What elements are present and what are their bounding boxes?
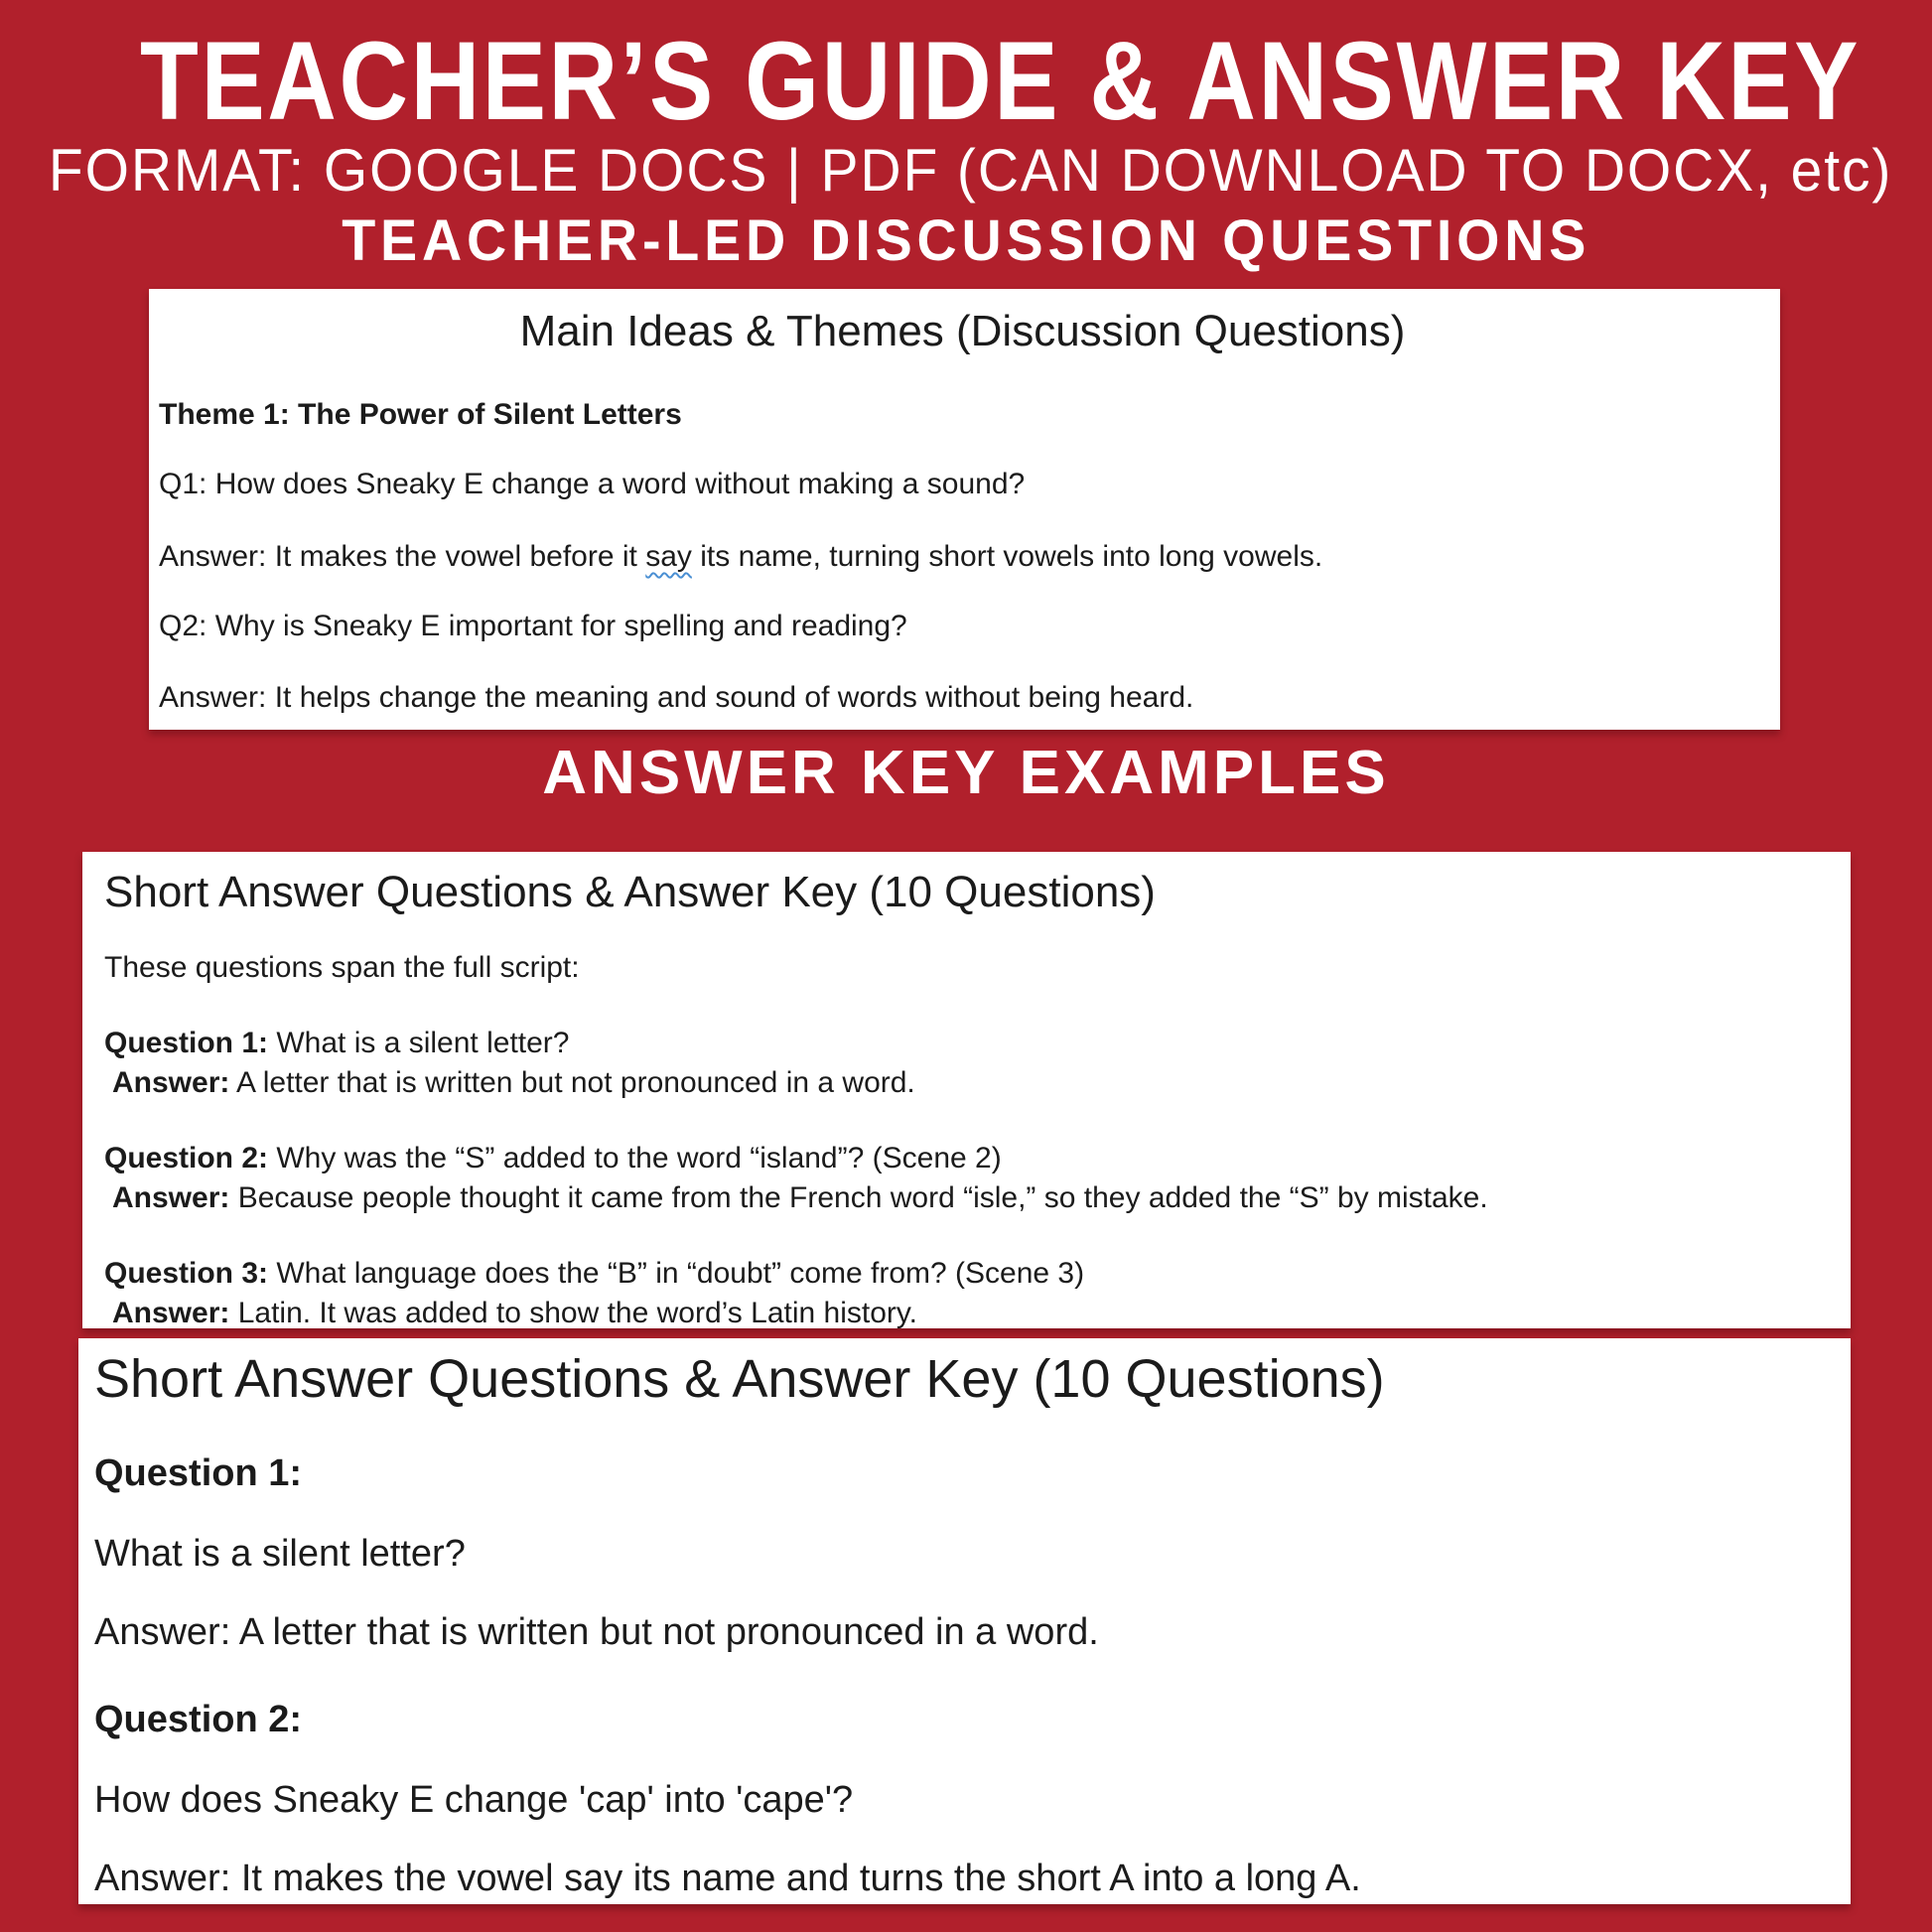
- discussion-q2: Q2: Why is Sneaky E important for spelling and reading?: [159, 610, 907, 642]
- doc1-answer-1: [104, 1063, 1835, 1103]
- doc1-answer-1-text: A letter that is written but not pronounced in a word.: [229, 1066, 915, 1099]
- doc1-answer-2: [104, 1178, 1835, 1218]
- doc1-answer-2-text: Because people thought it came from the French word “isle,” so they added the “S” by mistake.: [229, 1181, 1488, 1214]
- discussion-a1-post: its name, turning short vowels into long vowels.: [691, 540, 1323, 573]
- discussion-q1: Q1: How does Sneaky E change a word without making a sound?: [159, 468, 1026, 500]
- doc1-question-2-text: Why was the “S” added to the word “island”? (Scene 2): [268, 1142, 1002, 1174]
- doc2-question-2-label: Question 2:: [94, 1699, 303, 1740]
- header: [0, 0, 1932, 273]
- doc1-answer-3-label: Answer:: [112, 1297, 230, 1328]
- discussion-doc-screenshot: [149, 289, 1780, 730]
- short-answer-doc1-title: Short Answer Questions & Answer Key (10 Questions): [104, 868, 1156, 916]
- doc1-question-2: [104, 1139, 1835, 1178]
- spellcheck-squiggle-words: word’s: [656, 1297, 743, 1328]
- section-heading-discussion-text: TEACHER-LED DISCUSSION QUESTIONS: [341, 208, 1591, 273]
- discussion-doc-title: Main Ideas & Themes (Discussion Questions): [519, 307, 1406, 355]
- spellcheck-squiggle-word: say: [645, 540, 692, 573]
- doc1-question-1-label: Question 1:: [104, 1027, 269, 1059]
- doc2-question-1-label: Question 1:: [94, 1452, 303, 1494]
- doc2-answer-1: Answer: A letter that is written but not pronounced in a word.: [94, 1611, 1099, 1653]
- doc1-answer-3: [104, 1294, 1835, 1328]
- doc2-question-1-text: What is a silent letter?: [94, 1533, 466, 1575]
- doc2-answer-2: Answer: It makes the vowel say its name and turns the short A into a long A.: [94, 1858, 1361, 1899]
- format-subtitle-text: FORMAT: GOOGLE DOCS | PDF (CAN DOWNLOAD TO DOCX, etc): [48, 137, 1893, 204]
- short-answer-doc1-intro: These questions span the full script:: [104, 951, 580, 984]
- short-answer-doc2-screenshot: [78, 1338, 1851, 1904]
- short-answer-doc2-title: Short Answer Questions & Answer Key (10 Questions): [94, 1349, 1385, 1409]
- doc1-question-1: [104, 1024, 1835, 1063]
- format-subtitle: [0, 137, 1932, 204]
- doc1-answer-1-label: Answer:: [112, 1066, 230, 1099]
- discussion-a1: [159, 539, 1766, 575]
- doc1-answer-3-pre: Latin. It was added to show the: [229, 1297, 657, 1328]
- discussion-a1-pre: Answer: It makes the vowel before it: [159, 540, 646, 573]
- doc1-question-3-text: What language does the “B” in “doubt” come from? (Scene 3): [268, 1257, 1085, 1290]
- doc2-question-2-text: How does Sneaky E change 'cap' into 'cape'?: [94, 1779, 854, 1821]
- theme-heading: Theme 1: The Power of Silent Letters: [159, 398, 682, 431]
- page-title: [0, 19, 1932, 143]
- doc1-question-3: [104, 1254, 1835, 1294]
- doc1-answer-3-post: Latin history.: [742, 1297, 917, 1328]
- page-title-text: TEACHER’S GUIDE & ANSWER KEY: [140, 19, 1862, 143]
- section-heading-discussion: [0, 208, 1932, 273]
- doc1-question-3-label: Question 3:: [104, 1257, 269, 1290]
- doc1-question-2-label: Question 2:: [104, 1142, 269, 1174]
- discussion-a2: Answer: It helps change the meaning and sound of words without being heard.: [159, 681, 1194, 714]
- short-answer-doc1-screenshot: [82, 852, 1851, 1328]
- doc1-question-1-text: What is a silent letter?: [268, 1027, 570, 1059]
- section-heading-answer-key-examples: ANSWER KEY EXAMPLES: [542, 739, 1390, 807]
- doc1-answer-2-label: Answer:: [112, 1181, 230, 1214]
